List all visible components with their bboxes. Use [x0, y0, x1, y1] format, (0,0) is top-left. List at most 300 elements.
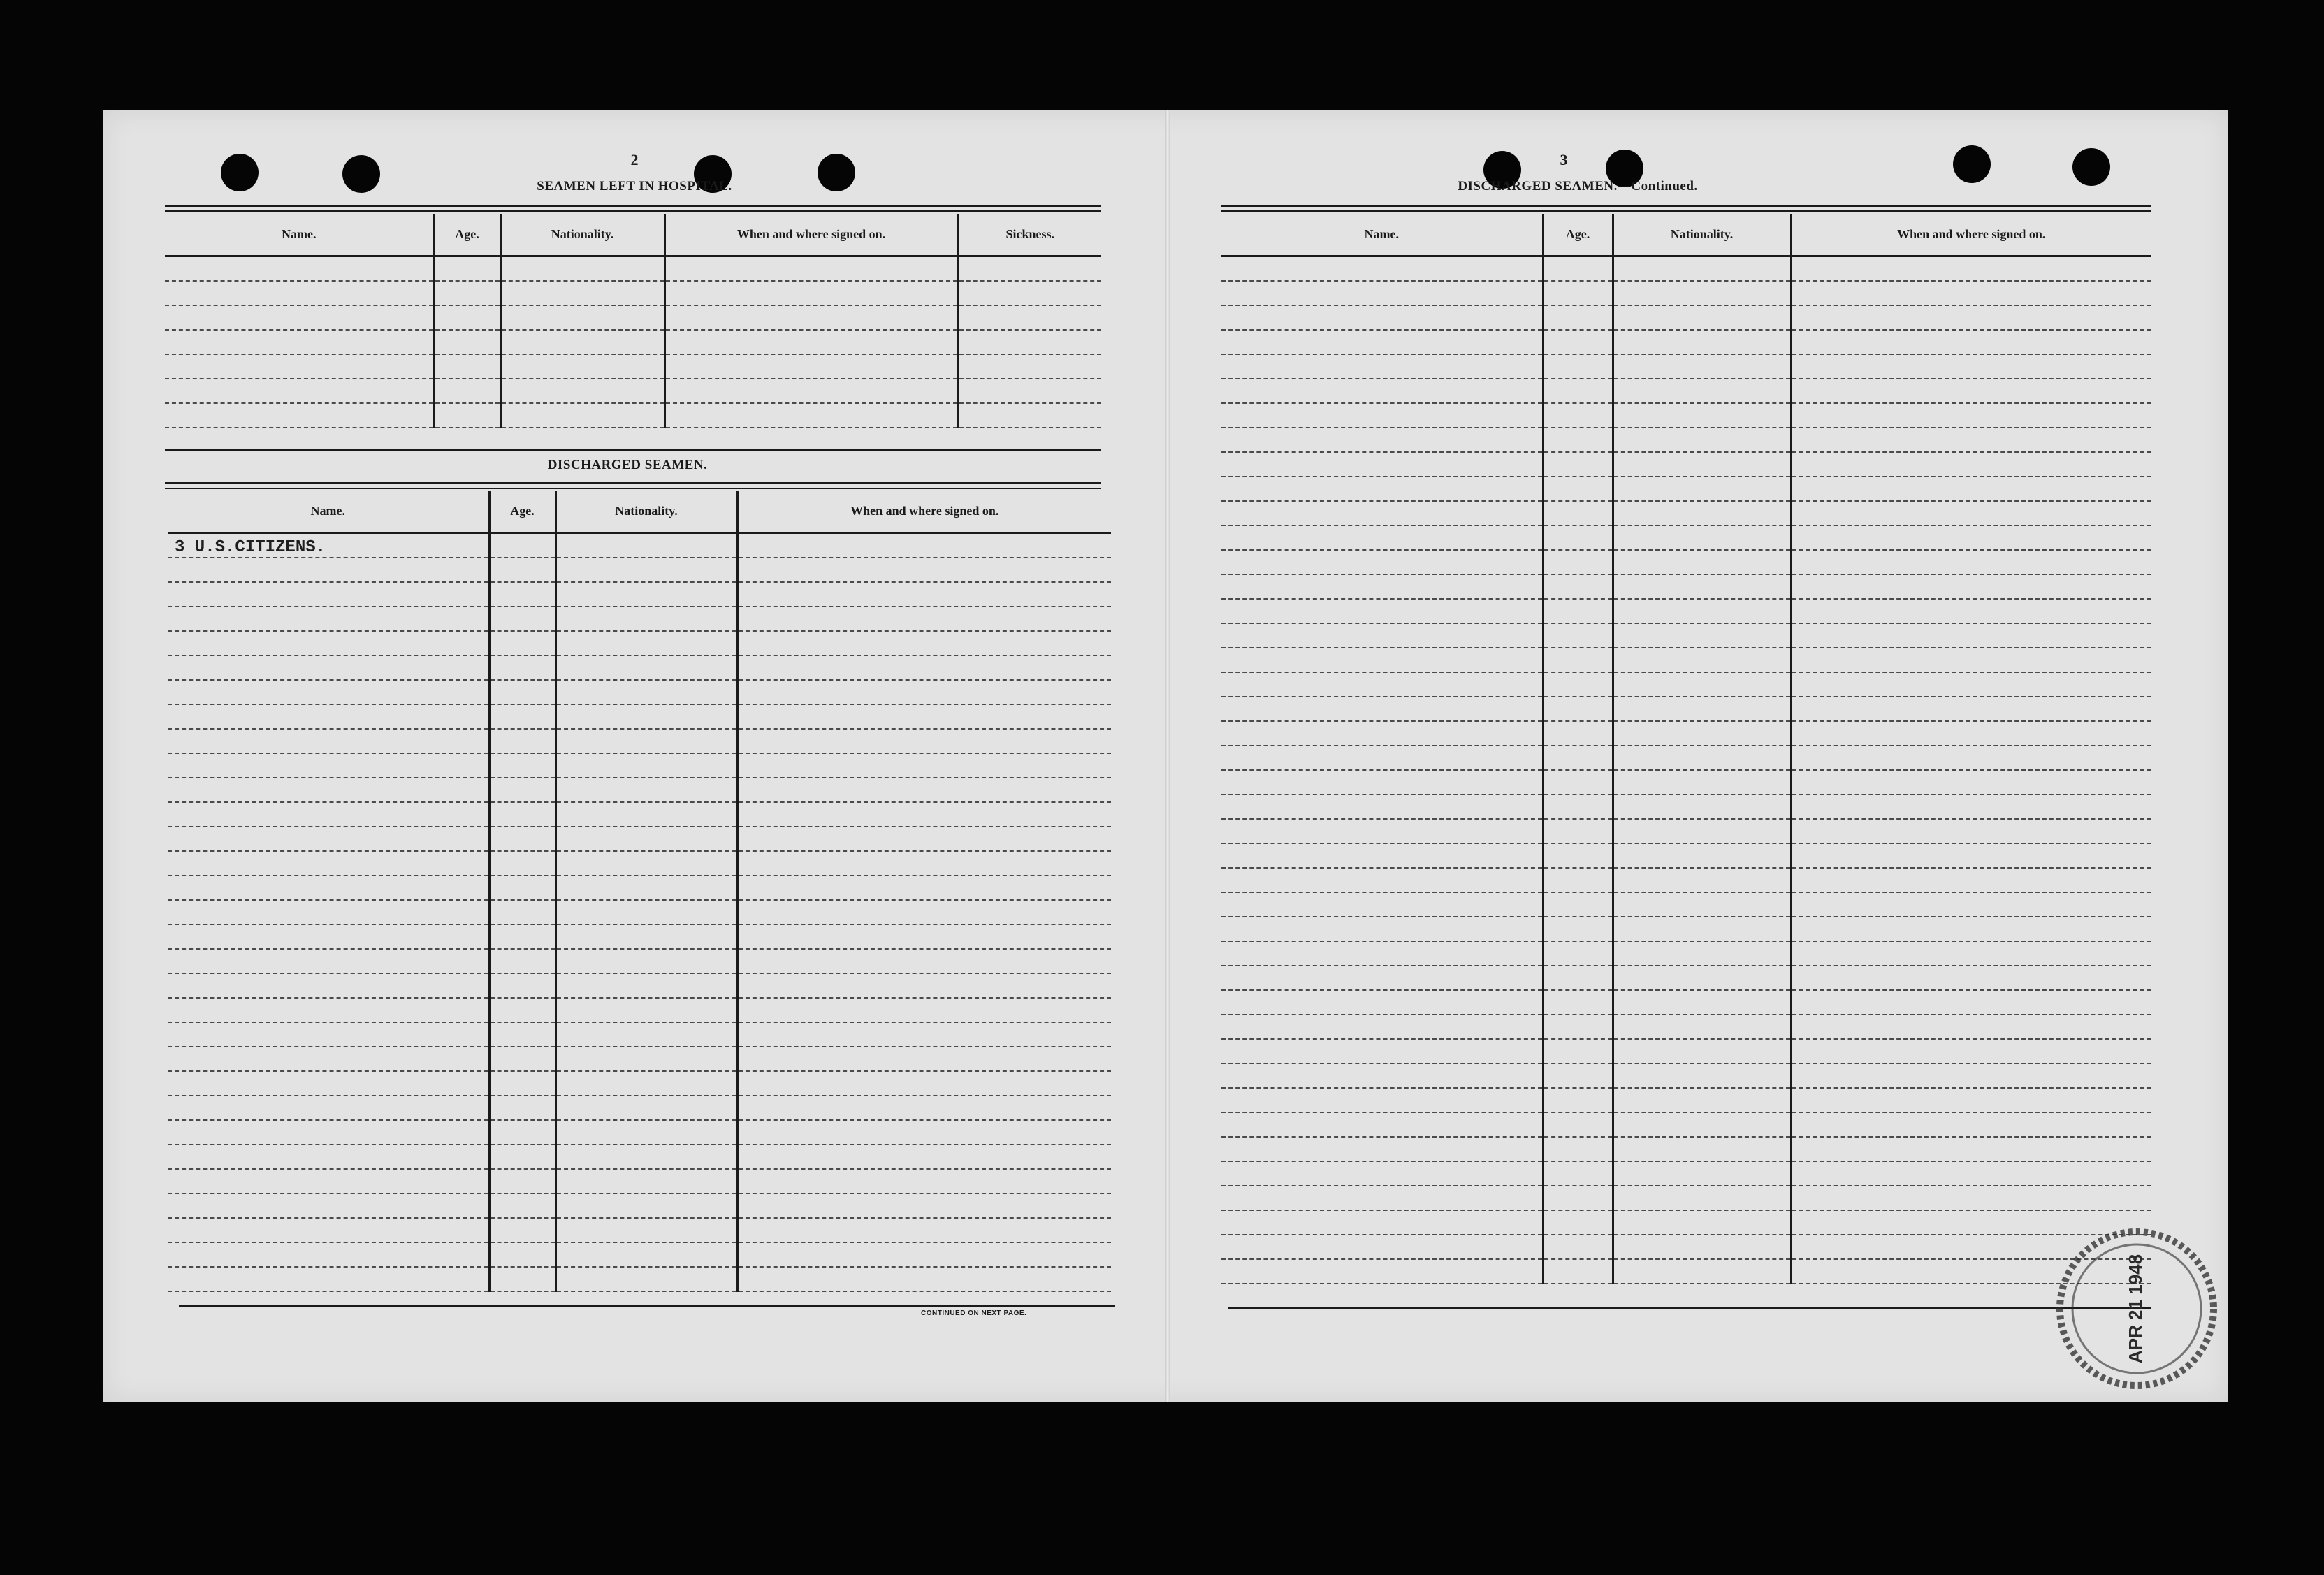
- blank-ledger-cell: [1791, 1039, 2151, 1064]
- discharged-top-rule-2: [165, 488, 1101, 489]
- blank-ledger-cell: [168, 900, 489, 924]
- blank-ledger-cell: [489, 1120, 555, 1145]
- blank-ledger-cell: [1613, 868, 1791, 892]
- blank-ledger-cell: [434, 354, 500, 379]
- blank-ledger-cell: [1613, 379, 1791, 403]
- blank-ledger-cell: [168, 1242, 489, 1267]
- blank-ledger-cell: [489, 753, 555, 778]
- blank-ledger-cell: [1221, 256, 1543, 281]
- blank-ledger-row: [165, 379, 1101, 403]
- blank-ledger-row: [168, 827, 1111, 851]
- blank-ledger-row: [1221, 256, 2151, 281]
- blank-ledger-cell: [168, 1071, 489, 1096]
- blank-ledger-cell: [555, 1193, 737, 1218]
- blank-ledger-cell: [1221, 599, 1543, 623]
- blank-ledger-cell: [737, 1145, 1111, 1169]
- blank-ledger-cell: [489, 973, 555, 998]
- blank-ledger-cell: [737, 558, 1111, 582]
- discharged-table: [168, 491, 1111, 1292]
- blank-ledger-cell: [168, 680, 489, 704]
- col-header-name: Name.: [165, 214, 434, 256]
- blank-ledger-cell: [555, 1242, 737, 1267]
- blank-ledger-cell: [555, 1120, 737, 1145]
- blank-ledger-cell: [1543, 672, 1613, 697]
- col-header-signed-on: When and where signed on.: [737, 491, 1111, 532]
- blank-ledger-cell: [168, 827, 489, 851]
- blank-ledger-cell: [1543, 843, 1613, 868]
- blank-ledger-row: [1221, 794, 2151, 819]
- blank-ledger-row: [168, 655, 1111, 680]
- blank-ledger-cell: [165, 379, 434, 403]
- blank-ledger-cell: [1613, 1161, 1791, 1186]
- blank-ledger-row: [1221, 868, 2151, 892]
- blank-ledger-cell: [1791, 990, 2151, 1015]
- blank-ledger-row: [165, 354, 1101, 379]
- blank-ledger-cell: [1543, 1112, 1613, 1137]
- blank-ledger-cell: [555, 998, 737, 1022]
- discharged-continued-table: [1221, 214, 2151, 1284]
- blank-ledger-cell: [1791, 697, 2151, 721]
- blank-ledger-row: [168, 607, 1111, 631]
- blank-ledger-cell: [1791, 1137, 2151, 1161]
- blank-ledger-row: [1221, 1186, 2151, 1210]
- blank-ledger-cell: [489, 680, 555, 704]
- blank-ledger-cell: [165, 403, 434, 428]
- blank-ledger-cell: [1613, 1064, 1791, 1088]
- blank-ledger-cell: [168, 924, 489, 949]
- blank-ledger-cell: [1543, 452, 1613, 477]
- blank-ledger-cell: [1791, 599, 2151, 623]
- blank-ledger-cell: [1791, 1186, 2151, 1210]
- blank-ledger-cell: [1221, 794, 1543, 819]
- blank-ledger-cell: [489, 1047, 555, 1071]
- blank-ledger-cell: [958, 379, 1101, 403]
- blank-ledger-cell: [1221, 1137, 1543, 1161]
- blank-ledger-cell: [555, 1169, 737, 1193]
- blank-ledger-row: [168, 998, 1111, 1022]
- blank-ledger-cell: [1791, 966, 2151, 990]
- blank-ledger-row: [168, 582, 1111, 607]
- customs-stamp: [2032, 1221, 2242, 1396]
- blank-ledger-cell: [958, 330, 1101, 354]
- blank-ledger-cell: [555, 704, 737, 729]
- blank-ledger-row: [1221, 892, 2151, 917]
- blank-ledger-cell: [737, 582, 1111, 607]
- blank-ledger-cell: [737, 1022, 1111, 1047]
- blank-ledger-cell: [168, 1193, 489, 1218]
- blank-ledger-cell: [1613, 1186, 1791, 1210]
- blank-ledger-cell: [168, 949, 489, 973]
- col-header-nationality: Nationality.: [500, 214, 664, 256]
- blank-ledger-row: [168, 778, 1111, 802]
- page-number-right: 3: [1560, 151, 1568, 168]
- blank-ledger-cell: [1543, 1064, 1613, 1088]
- blank-ledger-cell: [664, 281, 958, 305]
- blank-ledger-cell: [737, 876, 1111, 900]
- blank-ledger-cell: [1221, 379, 1543, 403]
- blank-ledger-cell: [555, 973, 737, 998]
- blank-ledger-cell: [555, 1096, 737, 1120]
- blank-ledger-cell: [1221, 648, 1543, 672]
- blank-ledger-row: [1221, 305, 2151, 330]
- blank-ledger-cell: [555, 1145, 737, 1169]
- blank-ledger-cell: [434, 305, 500, 330]
- blank-ledger-cell: [489, 876, 555, 900]
- blank-ledger-cell: [489, 1267, 555, 1291]
- blank-ledger-cell: [1791, 892, 2151, 917]
- blank-ledger-cell: [1613, 697, 1791, 721]
- blank-ledger-row: [1221, 721, 2151, 746]
- blank-ledger-cell: [1221, 428, 1543, 452]
- blank-ledger-cell: [1543, 305, 1613, 330]
- blank-ledger-cell: [1613, 990, 1791, 1015]
- blank-ledger-cell: [168, 607, 489, 631]
- blank-ledger-cell: [1543, 281, 1613, 305]
- blank-ledger-cell: [500, 354, 664, 379]
- blank-ledger-row: [1221, 746, 2151, 770]
- left-page: [103, 110, 1165, 1402]
- blank-ledger-row: [1221, 428, 2151, 452]
- blank-ledger-cell: [1543, 379, 1613, 403]
- blank-ledger-cell: [1613, 281, 1791, 305]
- blank-ledger-cell: [1221, 330, 1543, 354]
- blank-ledger-cell: [168, 582, 489, 607]
- blank-ledger-row: [168, 973, 1111, 998]
- blank-ledger-row: [165, 305, 1101, 330]
- blank-ledger-row: [1221, 648, 2151, 672]
- blank-ledger-cell: [664, 403, 958, 428]
- blank-ledger-cell: [1221, 1015, 1543, 1039]
- blank-ledger-cell: [555, 1071, 737, 1096]
- blank-ledger-cell: [168, 655, 489, 680]
- blank-ledger-row: [1221, 477, 2151, 501]
- blank-ledger-row: [168, 753, 1111, 778]
- blank-ledger-row: [168, 1145, 1111, 1169]
- blank-ledger-row: [1221, 1088, 2151, 1112]
- blank-ledger-cell: [1791, 623, 2151, 648]
- blank-ledger-cell: [1221, 1235, 1543, 1259]
- blank-ledger-cell: [1543, 1161, 1613, 1186]
- blank-ledger-cell: [1543, 428, 1613, 452]
- blank-ledger-row: [1221, 501, 2151, 525]
- blank-ledger-cell: [165, 281, 434, 305]
- blank-ledger-cell: [168, 631, 489, 655]
- blank-ledger-cell: [168, 802, 489, 827]
- blank-ledger-cell: [1543, 1137, 1613, 1161]
- blank-ledger-cell: [1791, 354, 2151, 379]
- blank-ledger-row: [168, 1242, 1111, 1267]
- discharged-top-rule: [165, 482, 1101, 484]
- blank-ledger-cell: [168, 1169, 489, 1193]
- blank-ledger-row: [1221, 941, 2151, 966]
- blank-ledger-cell: [1543, 550, 1613, 574]
- ledger-sheet: [103, 110, 2228, 1402]
- blank-ledger-cell: [1221, 1039, 1543, 1064]
- blank-ledger-cell: [1543, 599, 1613, 623]
- blank-ledger-cell: [1543, 1259, 1613, 1284]
- blank-ledger-cell: [737, 1096, 1111, 1120]
- blank-ledger-cell: [500, 403, 664, 428]
- blank-ledger-cell: [165, 305, 434, 330]
- blank-ledger-cell: [958, 305, 1101, 330]
- blank-ledger-cell: [1221, 281, 1543, 305]
- blank-ledger-cell: [737, 949, 1111, 973]
- blank-ledger-cell: [1613, 354, 1791, 379]
- blank-ledger-cell: [489, 729, 555, 753]
- blank-ledger-cell: [1791, 794, 2151, 819]
- blank-ledger-cell: [489, 1218, 555, 1242]
- blank-ledger-cell: [1543, 1088, 1613, 1112]
- blank-ledger-cell: [1613, 1137, 1791, 1161]
- blank-ledger-cell: [1613, 256, 1791, 281]
- blank-ledger-row: [1221, 770, 2151, 794]
- blank-ledger-cell: [1543, 794, 1613, 819]
- blank-ledger-cell: [434, 330, 500, 354]
- blank-ledger-row: [168, 1120, 1111, 1145]
- blank-ledger-row: [168, 680, 1111, 704]
- blank-ledger-cell: [737, 802, 1111, 827]
- blank-ledger-cell: [1613, 648, 1791, 672]
- blank-ledger-cell: [1791, 574, 2151, 599]
- blank-ledger-cell: [1543, 990, 1613, 1015]
- blank-ledger-cell: [1613, 428, 1791, 452]
- blank-ledger-cell: [1791, 1088, 2151, 1112]
- blank-ledger-row: [168, 1193, 1111, 1218]
- blank-ledger-cell: [1613, 1015, 1791, 1039]
- blank-ledger-cell: [1543, 941, 1613, 966]
- col-header-nationality: Nationality.: [1613, 214, 1791, 256]
- blank-ledger-cell: [1791, 746, 2151, 770]
- blank-ledger-cell: [1613, 599, 1791, 623]
- blank-ledger-cell: [489, 949, 555, 973]
- blank-ledger-cell: [168, 704, 489, 729]
- blank-ledger-cell: [168, 973, 489, 998]
- blank-ledger-cell: [1613, 574, 1791, 599]
- blank-ledger-cell: [555, 851, 737, 876]
- blank-ledger-cell: [1613, 794, 1791, 819]
- blank-ledger-cell: [1613, 819, 1791, 843]
- col-header-age: Age.: [1543, 214, 1613, 256]
- blank-ledger-cell: [1221, 501, 1543, 525]
- blank-ledger-cell: [1543, 256, 1613, 281]
- right-bottom-rule: [1228, 1307, 2151, 1309]
- blank-ledger-cell: [168, 1047, 489, 1071]
- blank-ledger-row: [168, 704, 1111, 729]
- blank-ledger-cell: [1221, 1161, 1543, 1186]
- blank-ledger-cell: [1791, 721, 2151, 746]
- blank-ledger-cell: [489, 998, 555, 1022]
- blank-ledger-cell: [1791, 819, 2151, 843]
- blank-ledger-row: [168, 900, 1111, 924]
- blank-ledger-cell: [1613, 721, 1791, 746]
- col-header-nationality: Nationality.: [555, 491, 737, 532]
- blank-ledger-row: [1221, 843, 2151, 868]
- blank-ledger-cell: [168, 1267, 489, 1291]
- blank-ledger-cell: [489, 851, 555, 876]
- blank-ledger-cell: [1221, 672, 1543, 697]
- blank-ledger-cell: [500, 281, 664, 305]
- blank-ledger-cell: [1613, 892, 1791, 917]
- right-top-rule-2: [1221, 210, 2151, 212]
- right-top-rule: [1221, 205, 2151, 207]
- blank-ledger-cell: [489, 631, 555, 655]
- blank-ledger-cell: [1543, 746, 1613, 770]
- col-header-age: Age.: [434, 214, 500, 256]
- blank-ledger-cell: [168, 753, 489, 778]
- blank-ledger-cell: [1221, 990, 1543, 1015]
- blank-ledger-cell: [555, 778, 737, 802]
- blank-ledger-cell: [1543, 770, 1613, 794]
- blank-ledger-cell: [1791, 330, 2151, 354]
- blank-ledger-cell: [1791, 379, 2151, 403]
- blank-ledger-cell: [555, 582, 737, 607]
- blank-ledger-cell: [737, 998, 1111, 1022]
- blank-ledger-cell: [737, 1047, 1111, 1071]
- blank-ledger-cell: [958, 256, 1101, 281]
- blank-ledger-cell: [1543, 868, 1613, 892]
- blank-ledger-row: [168, 802, 1111, 827]
- entry-name: 3 U.S.CITIZENS.: [168, 532, 489, 558]
- blank-ledger-cell: [489, 778, 555, 802]
- blank-ledger-cell: [1613, 477, 1791, 501]
- blank-ledger-cell: [1613, 843, 1791, 868]
- blank-ledger-cell: [500, 305, 664, 330]
- blank-ledger-row: [165, 403, 1101, 428]
- blank-ledger-cell: [1221, 868, 1543, 892]
- blank-ledger-row: [1221, 1064, 2151, 1088]
- blank-ledger-cell: [1221, 354, 1543, 379]
- blank-ledger-cell: [1543, 330, 1613, 354]
- blank-ledger-cell: [958, 403, 1101, 428]
- blank-ledger-cell: [737, 680, 1111, 704]
- hospital-section-title: SEAMEN LEFT IN HOSPITAL.: [537, 179, 732, 194]
- blank-ledger-cell: [489, 582, 555, 607]
- blank-ledger-cell: [737, 1071, 1111, 1096]
- blank-ledger-cell: [1543, 403, 1613, 428]
- blank-ledger-row: [168, 1047, 1111, 1071]
- blank-ledger-row: [165, 281, 1101, 305]
- blank-ledger-row: [1221, 966, 2151, 990]
- blank-ledger-cell: [1613, 501, 1791, 525]
- blank-ledger-cell: [737, 607, 1111, 631]
- blank-ledger-cell: [1221, 966, 1543, 990]
- blank-ledger-cell: [555, 924, 737, 949]
- blank-ledger-cell: [1543, 966, 1613, 990]
- blank-ledger-cell: [1791, 428, 2151, 452]
- blank-ledger-cell: [1791, 550, 2151, 574]
- blank-ledger-cell: [555, 607, 737, 631]
- hospital-top-rule-2: [165, 210, 1101, 212]
- blank-ledger-cell: [489, 924, 555, 949]
- blank-ledger-row: [1221, 354, 2151, 379]
- blank-ledger-cell: [737, 631, 1111, 655]
- blank-ledger-cell: [1221, 525, 1543, 550]
- blank-ledger-cell: [1791, 452, 2151, 477]
- blank-ledger-cell: [1791, 1064, 2151, 1088]
- blank-ledger-row: [1221, 1039, 2151, 1064]
- blank-ledger-cell: [1791, 648, 2151, 672]
- blank-ledger-cell: [1791, 305, 2151, 330]
- blank-ledger-cell: [489, 1145, 555, 1169]
- blank-ledger-cell: [1543, 1210, 1613, 1235]
- continued-note: CONTINUED ON NEXT PAGE.: [921, 1309, 1027, 1317]
- blank-ledger-cell: [1613, 1112, 1791, 1137]
- blank-ledger-cell: [500, 330, 664, 354]
- blank-ledger-cell: [1543, 1039, 1613, 1064]
- col-header-name: Name.: [168, 491, 489, 532]
- blank-ledger-cell: [555, 1022, 737, 1047]
- blank-ledger-cell: [1543, 525, 1613, 550]
- discharged-continued-title: DISCHARGED SEAMEN.—Continued.: [1458, 179, 1698, 194]
- blank-ledger-cell: [1613, 550, 1791, 574]
- blank-ledger-cell: [168, 1022, 489, 1047]
- blank-ledger-cell: [555, 631, 737, 655]
- blank-ledger-row: [1221, 599, 2151, 623]
- col-header-signed-on: When and where signed on.: [1791, 214, 2151, 256]
- blank-ledger-cell: [1221, 574, 1543, 599]
- blank-ledger-row: [168, 1096, 1111, 1120]
- blank-ledger-cell: [489, 1022, 555, 1047]
- blank-ledger-cell: [1613, 452, 1791, 477]
- blank-ledger-cell: [555, 1047, 737, 1071]
- blank-ledger-cell: [1221, 623, 1543, 648]
- blank-ledger-cell: [434, 403, 500, 428]
- blank-ledger-cell: [1613, 525, 1791, 550]
- blank-ledger-row: [1221, 525, 2151, 550]
- entry-cell: [737, 532, 1111, 558]
- hospital-top-rule: [165, 205, 1101, 207]
- blank-ledger-row: [1221, 990, 2151, 1015]
- blank-ledger-row: [1221, 1235, 2151, 1259]
- blank-ledger-cell: [1221, 770, 1543, 794]
- blank-ledger-cell: [1791, 1015, 2151, 1039]
- blank-ledger-cell: [1791, 403, 2151, 428]
- discharged-bottom-rule: [179, 1305, 1115, 1307]
- blank-ledger-cell: [1791, 1112, 2151, 1137]
- blank-ledger-cell: [958, 354, 1101, 379]
- blank-ledger-cell: [1221, 452, 1543, 477]
- blank-ledger-cell: [555, 680, 737, 704]
- blank-ledger-cell: [434, 256, 500, 281]
- blank-ledger-cell: [737, 973, 1111, 998]
- blank-ledger-cell: [1221, 550, 1543, 574]
- blank-ledger-cell: [489, 802, 555, 827]
- blank-ledger-cell: [1613, 330, 1791, 354]
- blank-ledger-cell: [168, 876, 489, 900]
- blank-ledger-row: [168, 949, 1111, 973]
- right-page: [1165, 110, 2228, 1402]
- blank-ledger-cell: [168, 558, 489, 582]
- blank-ledger-cell: [489, 900, 555, 924]
- blank-ledger-cell: [1791, 256, 2151, 281]
- blank-ledger-cell: [434, 379, 500, 403]
- blank-ledger-cell: [1221, 305, 1543, 330]
- blank-ledger-cell: [1221, 721, 1543, 746]
- blank-ledger-row: [1221, 1161, 2151, 1186]
- blank-ledger-row: [165, 256, 1101, 281]
- entry-cell: [489, 532, 555, 558]
- blank-ledger-cell: [737, 851, 1111, 876]
- hospital-bottom-rule: [165, 449, 1101, 451]
- blank-ledger-cell: [489, 1169, 555, 1193]
- blank-ledger-cell: [489, 1096, 555, 1120]
- blank-ledger-cell: [1543, 697, 1613, 721]
- blank-ledger-cell: [500, 379, 664, 403]
- hospital-table: [165, 214, 1101, 428]
- blank-ledger-cell: [489, 655, 555, 680]
- blank-ledger-cell: [737, 778, 1111, 802]
- blank-ledger-row: [1221, 1210, 2151, 1235]
